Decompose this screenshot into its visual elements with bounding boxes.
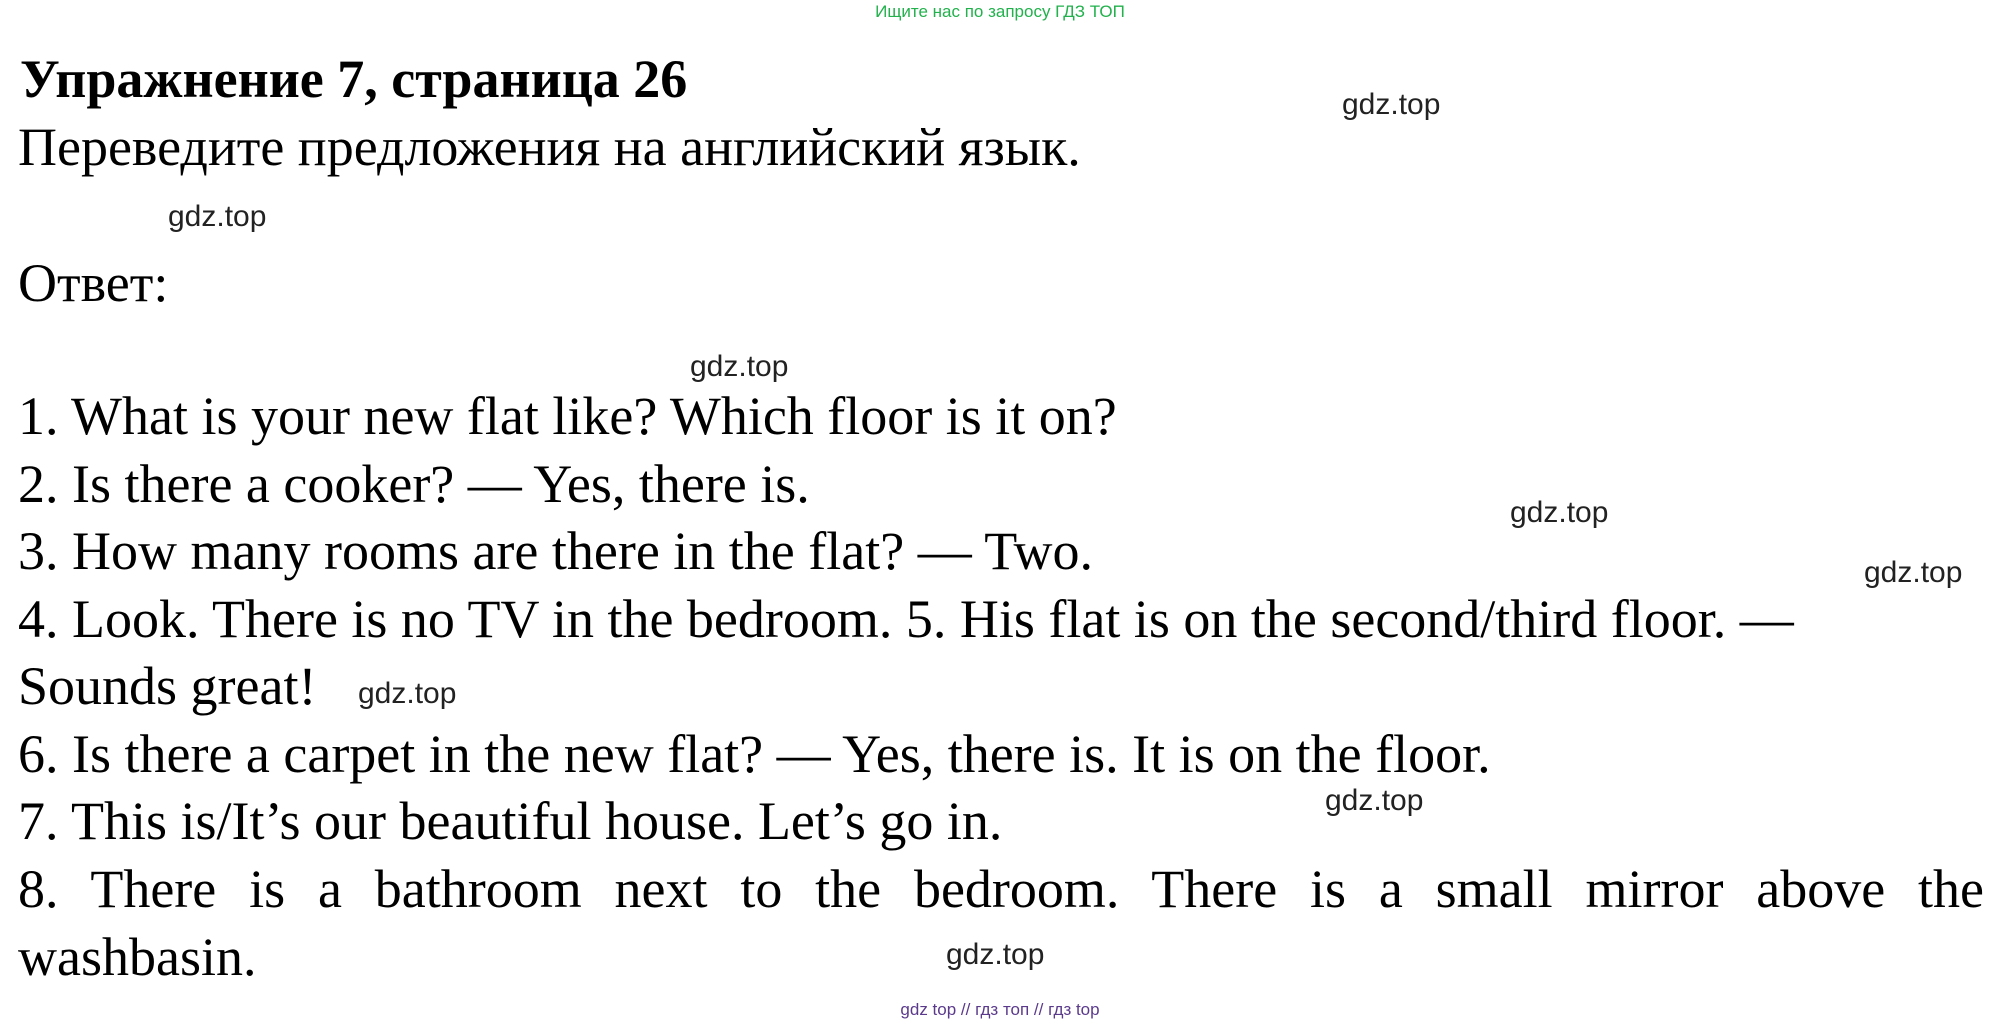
watermark: gdz.top — [1325, 784, 1424, 817]
top-banner: Ищите нас по запросу ГДЗ ТОП — [875, 2, 1125, 21]
watermark: gdz.top — [1342, 88, 1441, 121]
bottom-links: gdz top // гдз топ // гдз top — [900, 1000, 1100, 1019]
watermark: gdz.top — [358, 677, 457, 710]
watermark: gdz.top — [1510, 496, 1609, 529]
answer-line-5: Sounds great! — [18, 656, 317, 716]
answer-line-6: 6. Is there a carpet in the new flat? — Yes, there is. It is on the floor. — [18, 724, 1491, 784]
watermark: gdz.top — [168, 200, 267, 233]
exercise-instruction: Переведите предложения на английский язык. — [18, 117, 1081, 177]
answer-label: Ответ: — [18, 253, 169, 313]
answer-line-1: 1. What is your new flat like? Which floor is it on? — [18, 386, 1117, 446]
watermark: gdz.top — [690, 350, 789, 383]
exercise-title: Упражнение 7, страница 26 — [20, 49, 688, 109]
answer-line-4: 4. Look. There is no TV in the bedroom. 5. His flat is on the second/third floor. — — [18, 589, 1794, 649]
answer-line-7: 7. This is/It’s our beautiful house. Let’s go in. — [18, 791, 1003, 851]
answer-line-8: 8. There is a bathroom next to the bedroom. There is a small mirror above the — [18, 859, 1984, 919]
watermark: gdz.top — [1864, 556, 1963, 589]
answer-line-3: 3. How many rooms are there in the flat? — Two. — [18, 521, 1093, 581]
answer-line-2: 2. Is there a cooker? — Yes, there is. — [18, 454, 810, 514]
answer-line-9: washbasin. — [18, 927, 257, 987]
watermark: gdz.top — [946, 938, 1045, 971]
